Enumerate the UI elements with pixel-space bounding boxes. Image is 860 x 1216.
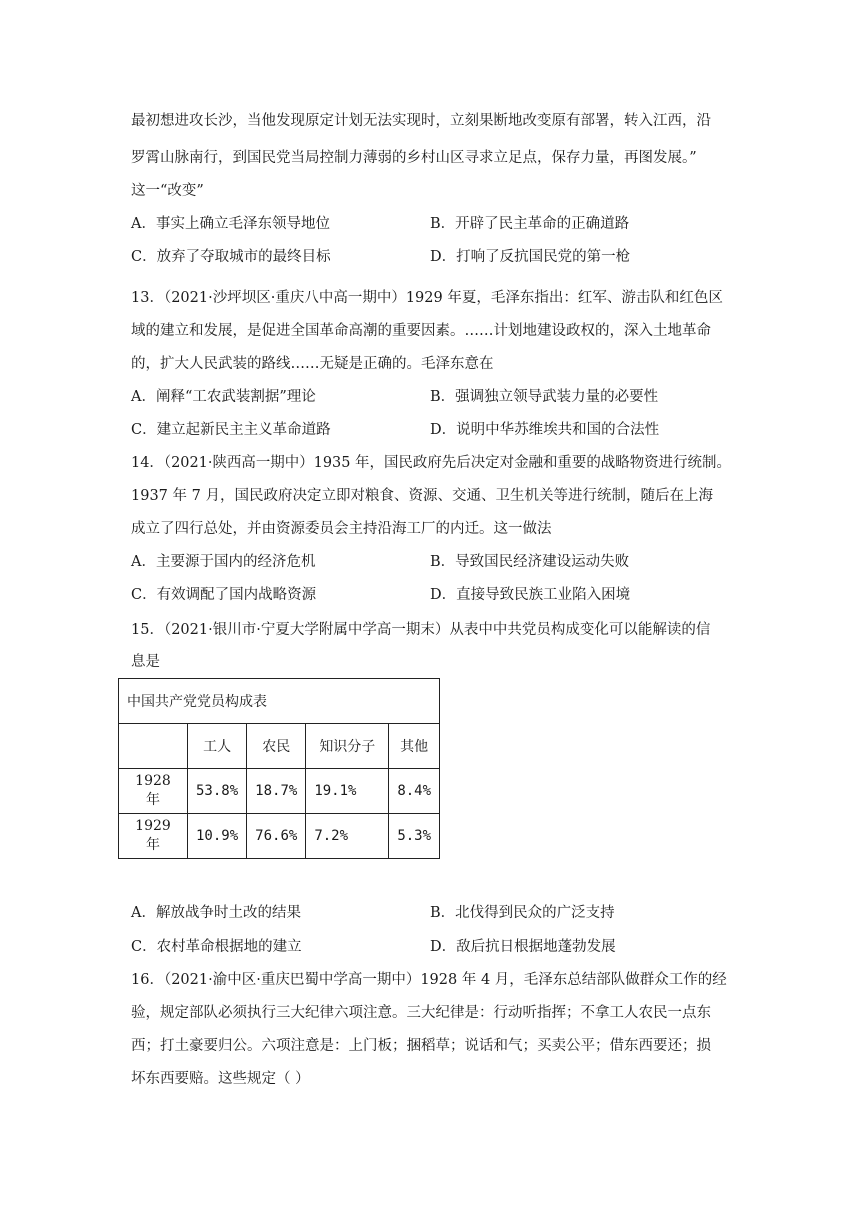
table-header-cell: 农民 [247, 724, 306, 769]
table-cell: 76.6% [247, 814, 306, 859]
q13-option-b[interactable]: B．强调独立领导武装力量的必要性 [430, 389, 659, 405]
table-cell: 5.3% [389, 814, 440, 859]
table-caption-row [119, 679, 440, 724]
q13-option-d[interactable]: D．说明中华苏维埃共和国的合法性 [430, 422, 660, 438]
q15-option-c[interactable]: C．农村革命根据地的建立 [131, 939, 302, 955]
table-cell: 7.2% [306, 814, 389, 859]
q16-line-1: 16．（2021·渝中区·重庆巴蜀中学高一期中）1928 年 4 月，毛泽东总结部队做群众工作的经 [131, 972, 727, 988]
table-caption: 中国共产党党员构成表 [119, 679, 440, 724]
q13-line-1: 13．（2021·沙坪坝区·重庆八中高一期中）1929 年夏，毛泽东指出：红军、游击队和红色区 [131, 290, 723, 306]
table-row [119, 814, 440, 859]
q14-option-b[interactable]: B．导致国民经济建设运动失败 [430, 554, 630, 570]
q13-line-3: 的，扩大人民武装的路线……无疑是正确的。毛泽东意在 [131, 356, 494, 372]
table-header-cell: 工人 [188, 724, 247, 769]
q13-option-c[interactable]: C．建立起新民主主义革命道路 [131, 422, 331, 438]
table-cell: 18.7% [247, 769, 306, 814]
q12-option-b[interactable]: B．开辟了民主革命的正确道路 [430, 216, 630, 232]
q13-line-2: 域的建立和发展，是促进全国革命高潮的重要因素。……计划地建设政权的，深入土地革命 [131, 323, 711, 339]
q12-option-c[interactable]: C．放弃了夺取城市的最终目标 [131, 249, 331, 265]
q16-line-3: 西；打土豪要归公。六项注意是：上门板；捆稻草；说话和气；买卖公平；借东西要还；损 [131, 1038, 711, 1054]
table-cell: 10.9% [188, 814, 247, 859]
q14-line-3: 成立了四行总处，并由资源委员会主持沿海工厂的内迁。这一做法 [131, 521, 552, 537]
table-header-cell: 其他 [389, 724, 440, 769]
q14-line-1: 14．（2021·陕西高一期中）1935 年，国民政府先后决定对金融和重要的战略物资进行统制。 [131, 455, 731, 471]
q12-option-d[interactable]: D．打响了反抗国民党的第一枪 [430, 249, 631, 265]
q15-line-1: 15．（2021·银川市·宁夏大学附属中学高一期末）从表中中共党员构成变化可以能解读的信 [131, 622, 711, 638]
table-cell: 19.1% [306, 769, 389, 814]
q14-line-2: 1937 年 7 月，国民政府决定立即对粮食、资源、交通、卫生机关等进行统制，随后在上海 [131, 488, 713, 504]
table-cell: 1928 年 [119, 769, 188, 814]
table-cell: 1929 年 [119, 814, 188, 859]
party-membership-table [118, 678, 440, 859]
q15-option-d[interactable]: D．敌后抗日根据地蓬勃发展 [430, 939, 616, 955]
q14-option-d[interactable]: D．直接导致民族工业陷入困境 [430, 587, 631, 603]
q15-option-b[interactable]: B．北伐得到民众的广泛支持 [430, 905, 615, 921]
table-cell: 53.8% [188, 769, 247, 814]
q13-option-a[interactable]: A．阐释“工农武装割据”理论 [131, 389, 316, 405]
q14-option-a[interactable]: A．主要源于国内的经济危机 [131, 554, 316, 570]
q12-line-2: 罗霄山脉南行，到国民党当局控制力薄弱的乡村山区寻求立足点，保存力量，再图发展。” [131, 150, 697, 166]
table-row [119, 769, 440, 814]
q15-line-2: 息是 [131, 654, 160, 670]
q12-option-a[interactable]: A．事实上确立毛泽东领导地位 [131, 216, 330, 232]
table-cell: 8.4% [389, 769, 440, 814]
q15-option-a[interactable]: A．解放战争时土改的结果 [131, 905, 301, 921]
q16-line-4: 坏东西要赔。这些规定（ ） [131, 1071, 310, 1087]
table-header-cell: 知识分子 [306, 724, 389, 769]
q16-line-2: 验，规定部队必须执行三大纪律六项注意。三大纪律是：行动听指挥；不拿工人农民一点东 [131, 1005, 711, 1021]
q12-line-1: 最初想进攻长沙，当他发现原定计划无法实现时，立刻果断地改变原有部署，转入江西，沿 [131, 113, 711, 129]
table-header-cell [119, 724, 188, 769]
q14-option-c[interactable]: C．有效调配了国内战略资源 [131, 587, 317, 603]
q12-line-3: 这一“改变” [131, 183, 204, 199]
table-header-row [119, 724, 440, 769]
